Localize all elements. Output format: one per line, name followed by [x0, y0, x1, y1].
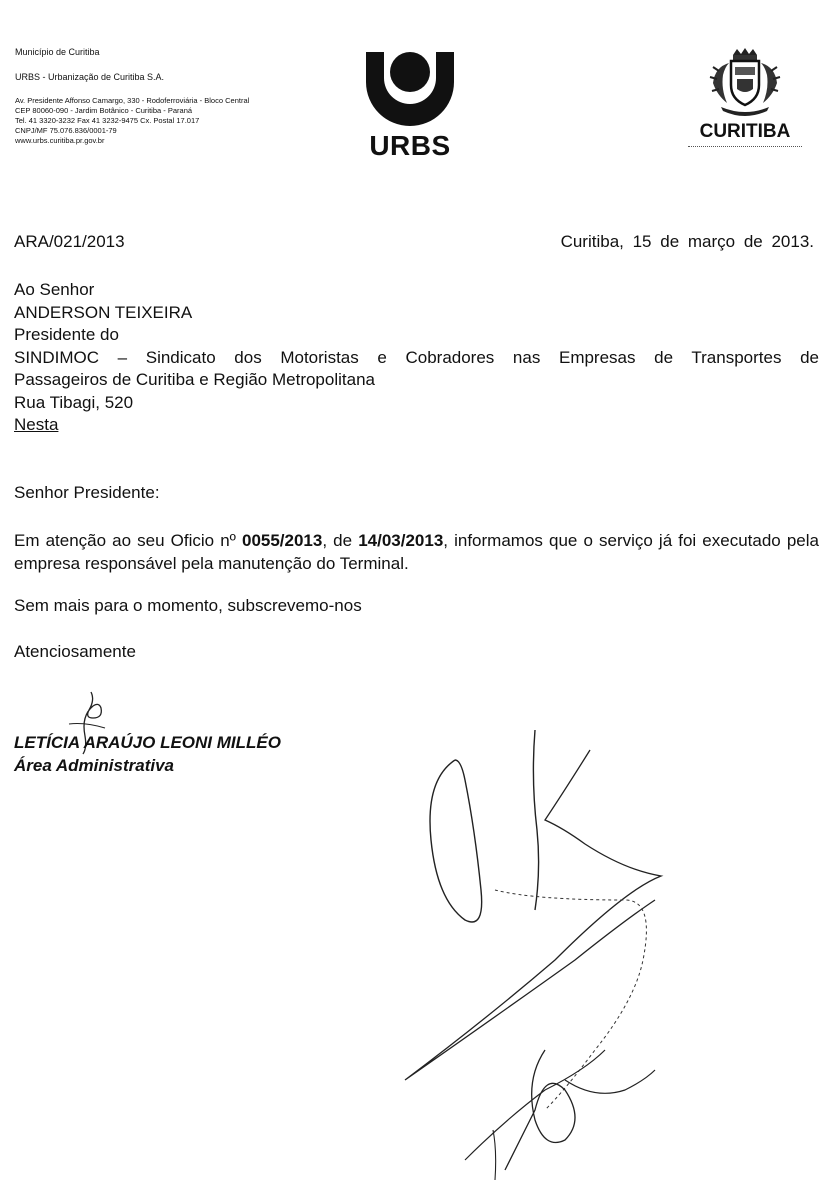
logo-underline [688, 146, 802, 147]
handwritten-signature [385, 720, 685, 1190]
salutation: Senhor Presidente: [14, 483, 160, 502]
letter-date: Curitiba, 15 de março de 2013. [560, 232, 814, 251]
signer-department: Área Administrativa [14, 756, 174, 775]
urbs-logo-text: URBS [369, 130, 451, 161]
address-line: Av. Presidente Affonso Camargo, 330 - Rodoferroviária - Bloco Central [15, 96, 250, 105]
body-text-part-3: , informamos que o serviço já foi executado pela empresa responsável pela manutenção do Terminal. [14, 531, 819, 573]
letterhead-address-block [15, 47, 315, 146]
address-line: Tel. 41 3320-3232 Fax 41 3232-9475 Cx. Postal 17.017 [15, 116, 200, 125]
body-text-part-2: , de [322, 531, 359, 550]
website-line: www.urbs.curitiba.pr.gov.br [15, 136, 105, 145]
urbs-emblem-icon [362, 48, 458, 128]
oficio-date: 14/03/2013 [358, 531, 444, 550]
recipient-street: Rua Tibagi, 520 [14, 392, 134, 412]
signer-name: LETÍCIA ARAÚJO LEONI MILLÉO [14, 733, 281, 752]
recipient-title: Presidente do [14, 325, 119, 344]
company-name: URBS - Urbanização de Curitiba S.A. [15, 72, 165, 82]
urbs-logo [355, 48, 465, 168]
recipient-greeting: Ao Senhor [14, 280, 95, 299]
recipient-block [14, 279, 819, 437]
closing-line: Sem mais para o momento, subscrevemo-nos [14, 596, 362, 615]
letter-reference: ARA/021/2013 [14, 232, 125, 251]
address-line: CNPJ/MF 75.076.836/0001-79 [15, 126, 117, 135]
closing-word: Atenciosamente [14, 642, 136, 661]
curitiba-logo [680, 45, 810, 160]
recipient-locality: Nesta [14, 415, 59, 434]
body-text-part-1: Em atenção ao seu Oficio nº [14, 531, 242, 550]
recipient-org-line-2: Passageiros de Curitiba e Região Metropolitana [14, 370, 375, 389]
coat-of-arms-icon [707, 45, 783, 119]
recipient-name: ANDERSON TEIXEIRA [14, 302, 193, 322]
municipality-name: Município de Curitiba [15, 47, 100, 57]
recipient-org-line-1: SINDIMOC – Sindicato dos Motoristas e Cobradores nas Empresas de Transportes de [14, 347, 819, 367]
oficio-number: 0055/2013 [241, 531, 323, 550]
body-paragraph [14, 530, 819, 575]
curitiba-logo-text: CURITIBA [699, 121, 791, 142]
address-line: CEP 80060-090 - Jardim Botânico - Curitiba - Paraná [15, 106, 193, 115]
